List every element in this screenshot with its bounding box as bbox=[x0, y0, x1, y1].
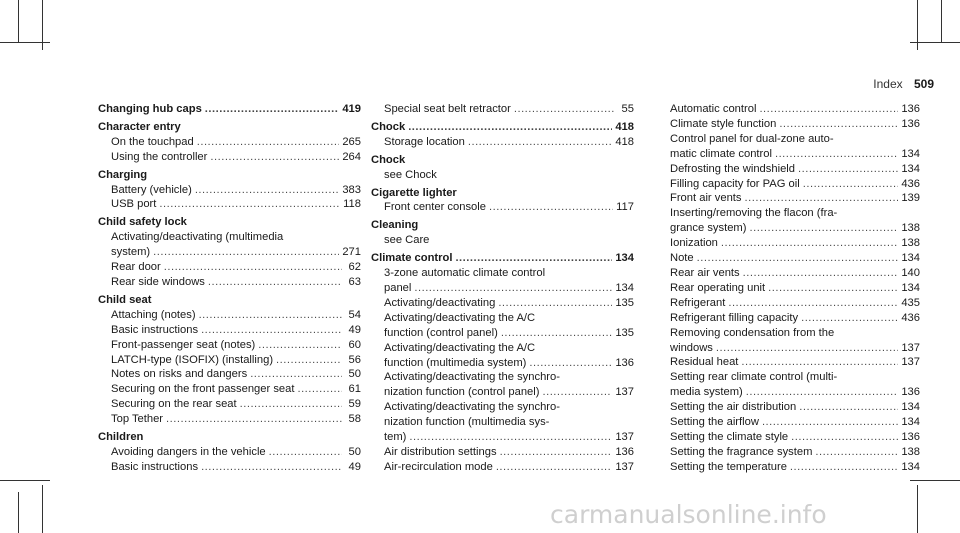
entry-text: Cleaning bbox=[371, 219, 419, 232]
index-column-1 bbox=[98, 102, 361, 475]
entry-page-number: 134 bbox=[901, 281, 920, 294]
dot-leader bbox=[514, 102, 615, 117]
entry-text: Chock bbox=[371, 153, 406, 166]
index-subentry bbox=[371, 233, 634, 248]
index-subentry bbox=[98, 460, 361, 475]
entry-text: Child seat bbox=[98, 293, 152, 306]
dot-leader bbox=[697, 251, 899, 266]
dot-leader bbox=[250, 367, 342, 382]
entry-text: Top Tether bbox=[111, 413, 164, 426]
index-entry bbox=[371, 153, 634, 168]
entry-page-number: 49 bbox=[348, 460, 361, 473]
index-subentry bbox=[98, 197, 361, 212]
index-subentry bbox=[98, 382, 361, 397]
dot-leader bbox=[498, 296, 612, 311]
entry-page-number: 419 bbox=[342, 103, 361, 115]
index-subentry bbox=[371, 430, 634, 445]
dot-leader bbox=[197, 135, 340, 150]
entry-text: see Care bbox=[384, 234, 430, 247]
index-entry bbox=[371, 186, 634, 201]
dot-leader bbox=[529, 356, 612, 371]
entry-text: Children bbox=[98, 431, 144, 444]
entry-page-number: 54 bbox=[348, 308, 361, 321]
index-entry bbox=[371, 251, 634, 266]
crop-mark bbox=[42, 485, 43, 533]
dot-leader bbox=[166, 412, 342, 427]
entry-text: USB port bbox=[111, 198, 157, 211]
entry-text: media system) bbox=[670, 386, 743, 399]
index-subentry bbox=[98, 275, 361, 290]
entry-text: Child safety lock bbox=[98, 216, 187, 229]
dot-leader bbox=[801, 311, 898, 326]
index-subentry bbox=[657, 177, 920, 192]
entry-page-number: 60 bbox=[348, 338, 361, 351]
entry-text: Activating/deactivating the synchro- bbox=[384, 371, 560, 384]
entry-page-number: 138 bbox=[901, 445, 920, 458]
entry-text: function (multimedia system) bbox=[384, 356, 527, 369]
entry-text: Ionization bbox=[670, 237, 718, 250]
dot-leader bbox=[501, 326, 613, 341]
index-subentry bbox=[657, 445, 920, 460]
entry-page-number: 418 bbox=[615, 120, 634, 133]
index-subentry bbox=[657, 460, 920, 475]
entry-page-number: 134 bbox=[901, 401, 920, 414]
dot-leader bbox=[276, 353, 342, 368]
entry-text: Chock bbox=[371, 120, 406, 133]
entry-page-number: 134 bbox=[615, 252, 634, 265]
crop-mark bbox=[18, 492, 19, 533]
entry-page-number: 118 bbox=[343, 198, 361, 211]
dot-leader bbox=[759, 102, 898, 117]
index-entry bbox=[98, 293, 361, 308]
entry-text: Activating/deactivating the A/C bbox=[384, 341, 536, 354]
entry-text: Front center console bbox=[384, 201, 486, 214]
entry-text: Avoiding dangers in the vehicle bbox=[111, 445, 266, 458]
index-subentry bbox=[657, 162, 920, 177]
index-subentry bbox=[98, 245, 361, 260]
dot-leader bbox=[164, 260, 342, 275]
entry-text: see Chock bbox=[384, 168, 437, 181]
entry-text: Rear operating unit bbox=[670, 281, 766, 294]
entry-page-number: 134 bbox=[901, 147, 920, 160]
entry-page-number: 136 bbox=[615, 356, 634, 369]
dot-leader bbox=[408, 120, 612, 135]
entry-text: matic climate control bbox=[670, 147, 772, 160]
entry-page-number: 136 bbox=[615, 445, 634, 458]
index-subentry bbox=[371, 370, 634, 385]
page-header bbox=[873, 77, 934, 91]
index-subentry bbox=[98, 150, 361, 165]
entry-page-number: 140 bbox=[901, 266, 920, 279]
entry-page-number: 136 bbox=[901, 103, 920, 115]
entry-page-number: 138 bbox=[901, 222, 920, 235]
index-subentry bbox=[657, 236, 920, 251]
index-subentry bbox=[657, 341, 920, 356]
dot-leader bbox=[153, 245, 339, 260]
entry-page-number: 136 bbox=[901, 386, 920, 399]
index-subentry bbox=[98, 412, 361, 427]
index-entry bbox=[98, 215, 361, 230]
index-subentry bbox=[98, 397, 361, 412]
index-subentry bbox=[98, 230, 361, 245]
dot-leader bbox=[803, 177, 899, 192]
entry-text: Defrosting the windshield bbox=[670, 162, 795, 175]
entry-text: Front-passenger seat (notes) bbox=[111, 338, 256, 351]
index-subentry bbox=[657, 311, 920, 326]
dot-leader bbox=[791, 430, 898, 445]
entry-page-number: 56 bbox=[348, 353, 361, 366]
entry-page-number: 61 bbox=[348, 383, 361, 396]
entry-page-number: 383 bbox=[342, 183, 361, 196]
entry-text: Setting rear climate control (multi- bbox=[670, 371, 838, 384]
dot-leader bbox=[743, 266, 899, 281]
index-subentry bbox=[371, 385, 634, 400]
entry-text: Storage location bbox=[384, 135, 465, 148]
dot-leader bbox=[745, 191, 899, 206]
index-subentry bbox=[657, 281, 920, 296]
entry-text: Securing on the front passenger seat bbox=[111, 383, 295, 396]
index-subentry bbox=[657, 355, 920, 370]
crop-mark bbox=[0, 480, 50, 481]
dot-leader bbox=[779, 117, 898, 132]
dot-leader bbox=[269, 445, 342, 460]
entry-page-number: 134 bbox=[901, 460, 920, 473]
entry-text: Charging bbox=[98, 168, 148, 181]
entry-text: Rear door bbox=[111, 261, 161, 274]
entry-text: system) bbox=[111, 246, 151, 259]
index-subentry bbox=[371, 281, 634, 296]
entry-text: Note bbox=[670, 252, 694, 265]
entry-text: Securing on the rear seat bbox=[111, 398, 237, 411]
index-subentry bbox=[657, 132, 920, 147]
index-subentry bbox=[657, 147, 920, 162]
entry-text: Automatic control bbox=[670, 103, 757, 115]
index-label: Index bbox=[873, 77, 903, 91]
dot-leader bbox=[297, 382, 342, 397]
entry-text: Climate style function bbox=[670, 117, 777, 130]
index-subentry bbox=[98, 260, 361, 275]
entry-text: On the touchpad bbox=[111, 135, 194, 148]
entry-page-number: 50 bbox=[348, 368, 361, 381]
dot-leader bbox=[775, 147, 898, 162]
entry-page-number: 136 bbox=[901, 430, 920, 443]
dot-leader bbox=[749, 221, 898, 236]
entry-page-number: 137 bbox=[615, 431, 634, 444]
entry-page-number: 436 bbox=[901, 177, 920, 190]
index-subentry bbox=[657, 370, 920, 385]
index-subentry bbox=[657, 385, 920, 400]
entry-page-number: 265 bbox=[342, 135, 361, 148]
entry-text: Inserting/removing the flacon (fra- bbox=[670, 207, 838, 220]
dot-leader bbox=[790, 460, 898, 475]
entry-text: windows bbox=[670, 341, 713, 354]
index-subentry bbox=[98, 323, 361, 338]
dot-leader bbox=[489, 200, 613, 215]
index-subentry bbox=[371, 326, 634, 341]
crop-mark bbox=[917, 0, 918, 50]
dot-leader bbox=[721, 236, 898, 251]
dot-leader bbox=[799, 400, 898, 415]
entry-text: Filling capacity for PAG oil bbox=[670, 177, 800, 190]
index-subentry bbox=[371, 311, 634, 326]
entry-text: Basic instructions bbox=[111, 323, 199, 336]
dot-leader bbox=[815, 445, 898, 460]
entry-page-number: 436 bbox=[901, 311, 920, 324]
dot-leader bbox=[500, 445, 613, 460]
entry-page-number: 137 bbox=[615, 386, 634, 399]
entry-text: Activating/deactivating the synchro- bbox=[384, 401, 560, 414]
index-entry bbox=[98, 168, 361, 183]
entry-text: LATCH-type (ISOFIX) (installing) bbox=[111, 353, 274, 366]
entry-text: Air distribution settings bbox=[384, 445, 497, 458]
index-subentry bbox=[98, 367, 361, 382]
entry-text: Battery (vehicle) bbox=[111, 183, 192, 196]
index-subentry bbox=[371, 102, 634, 117]
index-subentry bbox=[657, 400, 920, 415]
entry-page-number: 139 bbox=[901, 192, 920, 205]
entry-text: Using the controller bbox=[111, 150, 208, 163]
entry-text: grance system) bbox=[670, 222, 747, 235]
entry-text: Activating/deactivating the A/C bbox=[384, 311, 536, 324]
entry-text: Removing condensation from the bbox=[670, 326, 835, 339]
index-subentry bbox=[657, 191, 920, 206]
index-subentry bbox=[657, 251, 920, 266]
entry-text: panel bbox=[384, 281, 412, 294]
dot-leader bbox=[240, 397, 342, 412]
index-subentry bbox=[371, 415, 634, 430]
index-subentry bbox=[371, 356, 634, 371]
index-subentry bbox=[371, 296, 634, 311]
entry-page-number: 435 bbox=[901, 296, 920, 309]
index-entry bbox=[371, 120, 634, 135]
index-subentry bbox=[657, 296, 920, 311]
index-subentry bbox=[371, 135, 634, 150]
entry-text: Residual heat bbox=[670, 356, 739, 369]
index-subentry bbox=[98, 135, 361, 150]
dot-leader bbox=[762, 415, 898, 430]
dot-leader bbox=[258, 338, 342, 353]
entry-text: 3-zone automatic climate control bbox=[384, 267, 546, 280]
index-subentry bbox=[657, 326, 920, 341]
entry-page-number: 418 bbox=[615, 135, 634, 148]
index-entry bbox=[98, 120, 361, 135]
entry-text: Air-recirculation mode bbox=[384, 460, 493, 473]
entry-text: Attaching (notes) bbox=[111, 308, 196, 321]
entry-page-number: 137 bbox=[901, 356, 920, 369]
index-subentry bbox=[371, 168, 634, 183]
index-column-3 bbox=[657, 102, 920, 475]
dot-leader bbox=[159, 197, 340, 212]
index-subentry bbox=[657, 102, 920, 117]
dot-leader bbox=[468, 135, 612, 150]
dot-leader bbox=[496, 460, 613, 475]
dot-leader bbox=[414, 281, 612, 296]
entry-text: Notes on risks and dangers bbox=[111, 368, 248, 381]
entry-page-number: 137 bbox=[615, 460, 634, 473]
entry-page-number: 138 bbox=[901, 237, 920, 250]
dot-leader bbox=[205, 102, 340, 117]
dot-leader bbox=[798, 162, 898, 177]
entry-page-number: 59 bbox=[348, 398, 361, 411]
entry-text: Activating/deactivating (multimedia bbox=[111, 231, 284, 244]
index-subentry bbox=[657, 430, 920, 445]
entry-page-number: 55 bbox=[621, 103, 634, 115]
index-subentry bbox=[98, 338, 361, 353]
dot-leader bbox=[195, 183, 340, 198]
crop-mark bbox=[917, 485, 918, 533]
dot-leader bbox=[210, 150, 339, 165]
page-number: 509 bbox=[913, 77, 934, 91]
index-subentry bbox=[98, 308, 361, 323]
entry-page-number: 136 bbox=[901, 117, 920, 130]
index-subentry bbox=[657, 221, 920, 236]
entry-text: Character entry bbox=[98, 120, 181, 133]
entry-text: Refrigerant bbox=[670, 296, 726, 309]
entry-text: Cigarette lighter bbox=[371, 186, 457, 199]
entry-text: Setting the airflow bbox=[670, 416, 759, 429]
entry-page-number: 135 bbox=[615, 296, 634, 309]
entry-page-number: 62 bbox=[348, 261, 361, 274]
index-entry bbox=[371, 218, 634, 233]
entry-page-number: 134 bbox=[901, 252, 920, 265]
index-entry bbox=[98, 102, 361, 117]
entry-page-number: 134 bbox=[615, 281, 634, 294]
entry-text: Front air vents bbox=[670, 192, 742, 205]
entry-page-number: 134 bbox=[901, 162, 920, 175]
index-subentry bbox=[657, 266, 920, 281]
entry-page-number: 117 bbox=[616, 201, 634, 214]
dot-leader bbox=[208, 275, 342, 290]
entry-text: function (control panel) bbox=[384, 326, 498, 339]
index-column-2 bbox=[371, 102, 634, 475]
entry-page-number: 264 bbox=[342, 150, 361, 163]
index-subentry bbox=[98, 445, 361, 460]
watermark: carmanualsonline.info bbox=[550, 500, 827, 529]
dot-leader bbox=[409, 430, 612, 445]
entry-text: Setting the fragrance system bbox=[670, 445, 813, 458]
index-subentry bbox=[657, 206, 920, 221]
crop-mark bbox=[42, 0, 43, 50]
index-subentry bbox=[371, 460, 634, 475]
entry-page-number: 58 bbox=[348, 413, 361, 426]
entry-text: Changing hub caps bbox=[98, 103, 202, 115]
index-subentry bbox=[371, 445, 634, 460]
entry-page-number: 49 bbox=[348, 323, 361, 336]
entry-text: tem) bbox=[384, 431, 407, 444]
entry-text: Setting the temperature bbox=[670, 460, 787, 473]
dot-leader bbox=[746, 385, 899, 400]
dot-leader bbox=[741, 355, 898, 370]
dot-leader bbox=[455, 251, 612, 266]
crop-mark bbox=[941, 0, 942, 42]
index-subentry bbox=[98, 353, 361, 368]
entry-page-number: 135 bbox=[615, 326, 634, 339]
entry-page-number: 63 bbox=[348, 275, 361, 288]
entry-text: Refrigerant filling capacity bbox=[670, 311, 799, 324]
dot-leader bbox=[199, 308, 342, 323]
index-subentry bbox=[371, 200, 634, 215]
index-subentry bbox=[657, 415, 920, 430]
dot-leader bbox=[716, 341, 898, 356]
entry-page-number: 134 bbox=[901, 416, 920, 429]
entry-text: Control panel for dual-zone auto- bbox=[670, 132, 834, 145]
dot-leader bbox=[728, 296, 898, 311]
entry-text: Basic instructions bbox=[111, 460, 199, 473]
dot-leader bbox=[201, 460, 342, 475]
index-subentry bbox=[371, 400, 634, 415]
entry-page-number: 50 bbox=[348, 445, 361, 458]
crop-mark bbox=[18, 0, 19, 42]
entry-page-number: 137 bbox=[901, 341, 920, 354]
entry-text: Rear side windows bbox=[111, 275, 205, 288]
dot-leader bbox=[542, 385, 612, 400]
crop-mark bbox=[910, 480, 960, 481]
index-subentry bbox=[371, 266, 634, 281]
entry-text: Climate control bbox=[371, 252, 453, 265]
entry-text: nization function (multimedia sys- bbox=[384, 416, 550, 429]
entry-text: Setting the climate style bbox=[670, 430, 789, 443]
entry-text: Setting the air distribution bbox=[670, 401, 797, 414]
entry-text: nization function (control panel) bbox=[384, 386, 540, 399]
index-subentry bbox=[657, 117, 920, 132]
entry-text: Special seat belt retractor bbox=[384, 103, 511, 115]
dot-leader bbox=[768, 281, 898, 296]
index-subentry bbox=[371, 341, 634, 356]
index-entry bbox=[98, 430, 361, 445]
dot-leader bbox=[201, 323, 342, 338]
index-subentry bbox=[98, 183, 361, 198]
entry-text: Activating/deactivating bbox=[384, 296, 496, 309]
entry-text: Rear air vents bbox=[670, 266, 740, 279]
entry-page-number: 271 bbox=[342, 246, 361, 259]
